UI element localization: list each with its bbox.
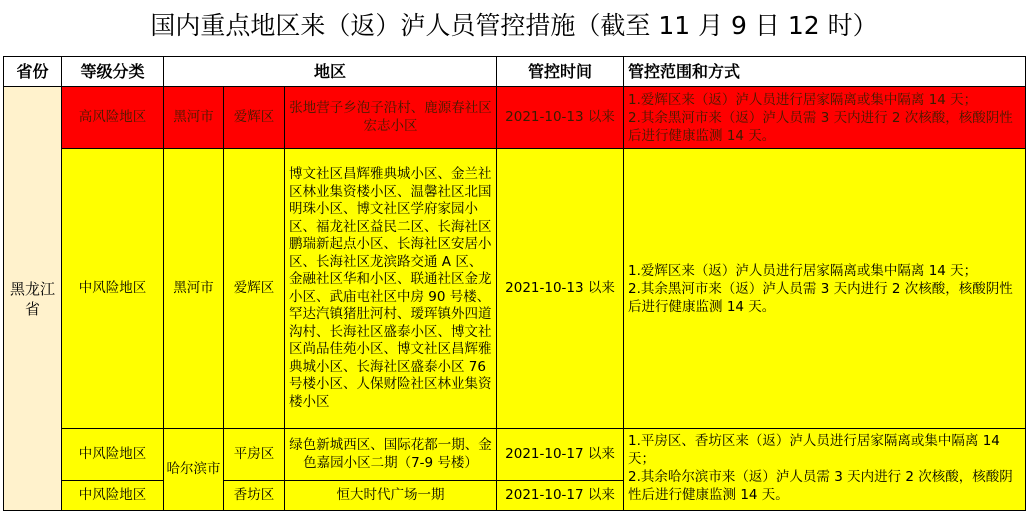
measure-line-1: 1.平房区、香坊区来（返）泸人员进行居家隔离或集中隔离 14 天； [628,433,1000,467]
table-row-high-risk [4,87,1026,149]
measure-line-1: 1.爱辉区来（返）泸人员进行居家隔离或集中隔离 14 天； [628,91,978,108]
level-cell: 中风险地区 [62,481,164,511]
area-cell: 恒大时代广场一期 [285,481,497,511]
district-cell: 香坊区 [224,481,285,511]
header-province: 省份 [4,57,62,87]
measure-line-2: 2.其余黑河市来（返）泸人员需 3 天内进行 2 次核酸，核酸阴性后进行健康监测 14 天。 [628,109,1013,144]
header-time: 管控时间 [497,57,624,87]
header-region: 地区 [164,57,497,87]
district-cell: 爱辉区 [224,149,285,429]
area-cell: 绿色新城西区、国际花都一期、金色嘉园小区二期（7-9 号楼） [285,429,497,481]
city-cell: 黑河市 [164,149,224,429]
time-cell: 2021-10-13 以来 [497,149,624,429]
time-cell: 2021-10-17 以来 [497,481,624,511]
measure-line-2: 2.其余哈尔滨市来（返）泸人员需 3 天内进行 2 次核酸，核酸阴性后进行健康监测 14 天。 [628,469,1013,503]
level-cell: 中风险地区 [62,149,164,429]
province-cell: 黑龙江省 [4,87,62,511]
measure-cell [624,429,1026,511]
header-measure: 管控范围和方式 [624,57,1026,87]
level-cell: 中风险地区 [62,429,164,481]
page-title: 国内重点地区来（返）泸人员管控措施（截至 11 月 9 日 12 时） [150,11,878,40]
header-level: 等级分类 [62,57,164,87]
area-cell: 博文社区昌辉雅典城小区、金兰社区林业集资楼小区、温馨社区北国明珠小区、博文社区学府家园小区、福龙社区益民二区、长海社区鹏瑞新起点小区、长海社区安居小区、长海社区龙滨路交通 A 区、金融社区华和小区、联通社区金龙小区、武庙屯社区中房 90 号楼、罕达汽镇猪肚河村、瑷珲镇外四道沟村、长海社区盛泰小区、博文社区尚品佳苑小区、博文社区昌辉雅典城小区、长海社区盛泰小区 76 号楼小区、人保财险社区林业集资楼小区 [285,149,497,429]
control-measures-table [3,56,1026,511]
measure-line-2: 2.其余黑河市来（返）泸人员需 3 天内进行 2 次核酸，核酸阴性后进行健康监测 14 天。 [628,280,1013,315]
district-cell: 平房区 [224,429,285,481]
measure-cell [624,87,1026,149]
time-cell: 2021-10-17 以来 [497,429,624,481]
district-cell: 爱辉区 [224,87,285,149]
table-row-medium-risk [4,149,1026,429]
table-row-medium-risk [4,429,1026,481]
area-cell: 张地营子乡泡子沿村、鹿源春社区宏志小区 [285,87,497,149]
time-cell: 2021-10-13 以来 [497,87,624,149]
city-cell: 黑河市 [164,87,224,149]
city-cell: 哈尔滨市 [164,429,224,511]
table-header-row [4,57,1026,87]
measure-line-1: 1.爱辉区来（返）泸人员进行居家隔离或集中隔离 14 天； [628,262,978,279]
level-cell: 高风险地区 [62,87,164,149]
measure-cell [624,149,1026,429]
